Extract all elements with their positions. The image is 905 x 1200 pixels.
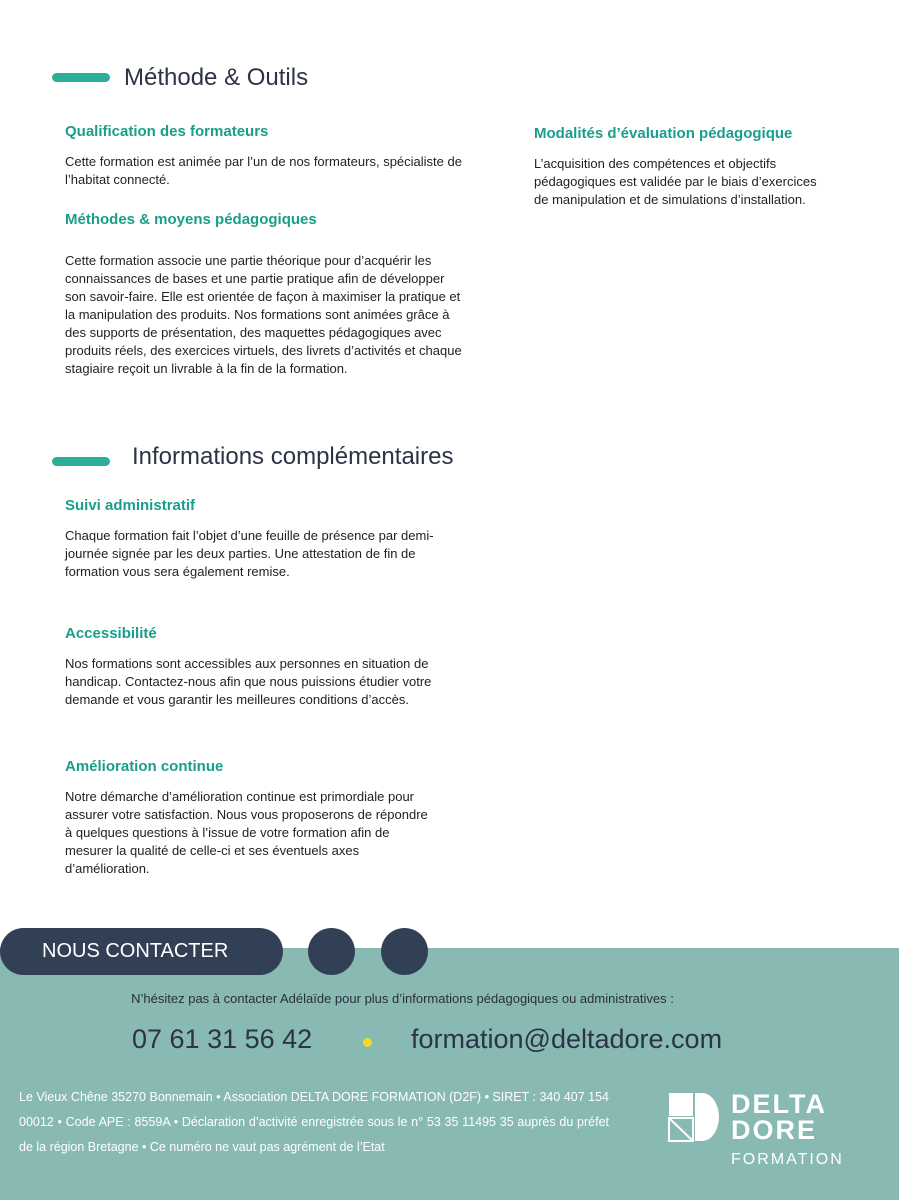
logo-text-formation: FORMATION — [731, 1151, 844, 1168]
heading-evaluation: Modalités d’évaluation pédagogique — [534, 125, 793, 142]
text-suivi: Chaque formation fait l’objet d’une feuille de présence par demi-journée signée par les deux parties. Une attestation de fin de formation vous sera également remise. — [65, 528, 434, 579]
section-title-methode: Méthode & Outils — [124, 64, 309, 91]
section-title-infos: Informations complémentaires — [132, 443, 454, 470]
separator-dot — [363, 1038, 372, 1047]
contact-banner: NOUS CONTACTER — [0, 928, 283, 975]
heading-accessibilite: Accessibilité — [65, 625, 157, 642]
text-moyens: Cette formation associe une partie théorique pour d’acquérir les connaissances de bases et une partie pratique afin de développer son savoir-faire. Elle est orientée de façon à maximiser la pratique et la manipulation des produits. Nos formations sont animées grâce à des supports de présentation, des maquettes pédagogiques avec produits réels, des exercices virtuels, des livrets d’activités et chaque stagiaire reçoit un livrable à la fin de la formation. — [65, 253, 462, 376]
section-bar-infos — [52, 457, 110, 466]
heading-moyens: Méthodes & moyens pédagogiques — [65, 211, 317, 228]
heading-suivi: Suivi administratif — [65, 497, 196, 514]
contact-email[interactable]: formation@deltadore.com — [411, 1024, 723, 1054]
text-evaluation: L’acquisition des compétences et objectifs pédagogiques est validée par le biais d’exercices de manipulation et de simulations d’installation. — [534, 156, 817, 207]
logo-text-dore: DORE — [731, 1115, 818, 1145]
heading-qualification: Qualification des formateurs — [65, 123, 269, 140]
decor-circle-1 — [308, 928, 355, 975]
contact-phone[interactable]: 07 61 31 56 42 — [132, 1024, 313, 1054]
delta-dore-logo — [668, 1090, 868, 1170]
section-bar-methode — [52, 73, 110, 82]
heading-amelioration: Amélioration continue — [65, 758, 224, 775]
contact-intro: N’hésitez pas à contacter Adélaïde pour plus d’informations pédagogiques ou administratives : — [131, 991, 674, 1006]
logo-text-delta: DELTA — [731, 1089, 827, 1119]
text-qualification: Cette formation est animée par l’un de nos formateurs, spécialiste de l’habitat connecté. — [65, 154, 462, 187]
text-amelioration: Notre démarche d’amélioration continue est primordiale pour assurer votre satisfaction. Nous vous proposerons de répondre à quelques questions à l’issue de votre formation afin de mesurer la qualité de celle-ci et ses éventuels axes d’amélioration. — [65, 789, 428, 876]
legal-notice: Le Vieux Chêne 35270 Bonnemain • Association DELTA DORE FORMATION (D2F) • SIRET : 340 407 154 00012 • Code APE : 8559A • Déclaration d’activité enregistrée sous le n° 53 35 11495 35 auprès du préfet de la région Bretagne • Ce numéro ne vaut pas agrément de l’Etat — [19, 1090, 609, 1154]
decor-circle-2 — [381, 928, 428, 975]
text-accessibilite: Nos formations sont accessibles aux personnes en situation de handicap. Contactez-nous afin que nous puissions étudier votre demande et vous garantir les meilleures conditions d’accès. — [65, 656, 432, 707]
delta-dore-logo-icon — [668, 1092, 720, 1142]
